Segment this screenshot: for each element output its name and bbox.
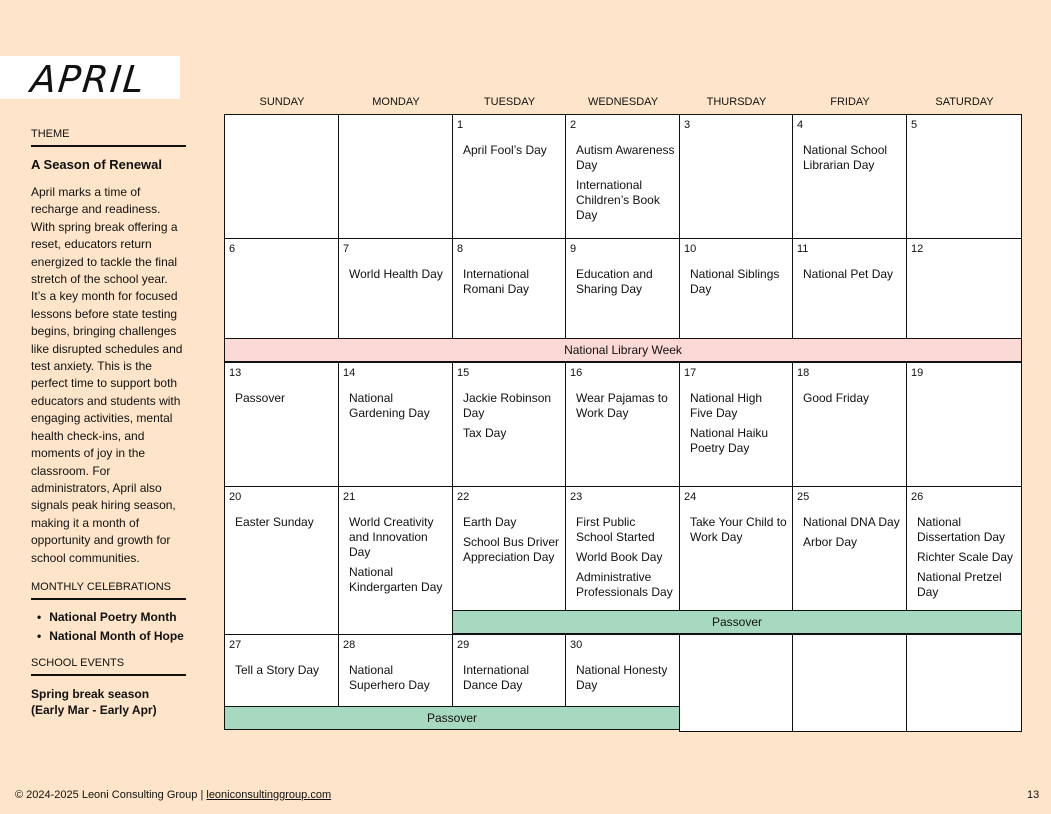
event-item: National Siblings Day: [690, 267, 780, 296]
day-cell-9: [565, 238, 680, 339]
day-number: 3: [684, 119, 691, 131]
event-item: Autism Awareness Day: [576, 143, 675, 172]
day-cell-23: [565, 486, 680, 611]
day-header-friday: FRIDAY: [830, 96, 870, 108]
event-list: [235, 391, 334, 411]
day-cell-6: [224, 238, 339, 339]
day-cell-13: [224, 362, 339, 487]
empty-day-cell: [792, 634, 907, 732]
day-number: 18: [797, 367, 810, 379]
day-number: 14: [343, 367, 356, 379]
event-list: [690, 391, 788, 461]
event-item: Easter Sunday: [235, 515, 314, 529]
day-cell-10: [679, 238, 793, 339]
event-list: [803, 267, 902, 287]
day-cell-22: [452, 486, 566, 611]
empty-day-cell: [338, 114, 453, 239]
day-number: 30: [570, 639, 583, 651]
day-number: 26: [911, 491, 924, 503]
day-number: 22: [457, 491, 470, 503]
event-list: [576, 143, 675, 228]
day-cell-19: [906, 362, 1022, 487]
day-number: 9: [570, 243, 577, 255]
day-header-thursday: THURSDAY: [706, 96, 767, 108]
sidebar: [31, 128, 186, 718]
day-number: 6: [229, 243, 236, 255]
day-cell-16: [565, 362, 680, 487]
event-item: National School Librarian Day: [803, 143, 888, 172]
event-item: Administrative Professionals Day: [576, 570, 673, 599]
event-list: [349, 515, 448, 600]
event-item: Education and Sharing Day: [576, 267, 653, 296]
day-number: 1: [457, 119, 464, 131]
event-list: [235, 663, 334, 683]
event-list: [690, 267, 788, 302]
day-number: 16: [570, 367, 583, 379]
empty-day-cell: [224, 114, 339, 239]
day-cell-1: [452, 114, 566, 239]
day-header-wednesday: WEDNESDAY: [587, 96, 659, 108]
event-list: [235, 515, 334, 535]
event-item: Jackie Robinson Day: [463, 391, 552, 420]
event-list: [576, 663, 675, 698]
day-cell-2: [565, 114, 680, 239]
day-number: 10: [684, 243, 697, 255]
day-number: 4: [797, 119, 804, 131]
event-list: [690, 515, 788, 550]
event-list: [803, 391, 902, 411]
event-list: [463, 663, 561, 698]
day-cell-26: [906, 486, 1022, 611]
library-week-band: National Library Week: [224, 338, 1022, 362]
celebrations-list: [37, 610, 186, 643]
day-number: 24: [684, 491, 697, 503]
day-number: 11: [797, 243, 809, 255]
day-number: 29: [457, 639, 470, 651]
day-number: 27: [229, 639, 242, 651]
event-list: [349, 391, 448, 426]
day-number: 19: [911, 367, 924, 379]
theme-heading: THEME: [31, 128, 186, 147]
website-link[interactable]: leoniconsultinggroup.com: [206, 789, 332, 801]
day-cell-12: [906, 238, 1022, 339]
day-number: 21: [343, 491, 356, 503]
event-list: [463, 267, 561, 302]
day-number: 8: [457, 243, 464, 255]
month-title: APRIL: [28, 58, 149, 101]
event-item: National Pretzel Day: [917, 570, 1002, 599]
event-item: International Romani Day: [463, 267, 530, 296]
calendar-grid: [224, 114, 1021, 731]
event-item: Take Your Child to Work Day: [690, 515, 787, 544]
event-item: First Public School Started: [576, 515, 655, 544]
event-list: [463, 391, 561, 446]
event-item: National Haiku Poetry Day: [690, 426, 769, 455]
event-list: [463, 143, 561, 163]
day-cell-27: [224, 634, 339, 707]
event-item: Tax Day: [463, 426, 507, 440]
event-item: National Pet Day: [803, 267, 894, 281]
school-event-name: Spring break season: [31, 686, 150, 701]
event-item: National Dissertation Day: [917, 515, 1006, 544]
event-item: National DNA Day: [803, 515, 900, 529]
day-number: 28: [343, 639, 356, 651]
event-list: [803, 515, 902, 555]
event-item: Passover: [235, 391, 286, 405]
celebration-item: • National Poetry Month: [37, 610, 186, 624]
day-cell-4: [792, 114, 907, 239]
page-number: 13: [1027, 789, 1040, 801]
day-cell-7: [338, 238, 453, 339]
event-item: World Health Day: [349, 267, 443, 281]
event-item: School Bus Driver Appreciation Day: [463, 535, 560, 564]
day-cell-24: [679, 486, 793, 611]
event-list: [349, 663, 448, 698]
day-number: 15: [457, 367, 470, 379]
event-list: [576, 515, 675, 605]
event-item: Earth Day: [463, 515, 517, 529]
day-cell-20: [224, 486, 339, 635]
event-item: Wear Pajamas to Work Day: [576, 391, 668, 420]
day-number: 20: [229, 491, 242, 503]
event-item: National Gardening Day: [349, 391, 430, 420]
event-item: National High Five Day: [690, 391, 763, 420]
day-cell-11: [792, 238, 907, 339]
event-item: Tell a Story Day: [235, 663, 320, 677]
event-list: [349, 267, 448, 287]
school-event: [31, 686, 186, 718]
day-header-saturday: SATURDAY: [935, 96, 994, 108]
day-cell-15: [452, 362, 566, 487]
event-item: National Superhero Day: [349, 663, 430, 692]
event-item: International Children’s Book Day: [576, 178, 660, 222]
footer-copyright: [15, 789, 331, 801]
day-number: 13: [229, 367, 242, 379]
passover-band: Passover: [452, 610, 1022, 634]
event-item: National Honesty Day: [576, 663, 668, 692]
day-number: 17: [684, 367, 697, 379]
school-event-dates: (Early Mar - Early Apr): [31, 702, 157, 717]
event-item: April Fool’s Day: [463, 143, 547, 157]
empty-day-cell: [679, 634, 793, 732]
day-cell-8: [452, 238, 566, 339]
event-item: Good Friday: [803, 391, 870, 405]
event-item: International Dance Day: [463, 663, 530, 692]
theme-body: April marks a time of recharge and readiness. With spring break offering a reset, educators return energized to tackle the final stretch of the school year. It’s a key month for focused lessons before state testing begins, bringing challenges like disrupted schedules and test anxiety. This is the perfect time to support both educators and students with engaging activities, mental health check-ins, and moments of joy in the classroom. For administrators, April also signals peak hiring season, making it a month of opportunity and growth for school communities.: [31, 185, 183, 565]
event-list: [463, 515, 561, 570]
celebration-item: • National Month of Hope: [37, 629, 186, 643]
event-item: World Book Day: [576, 550, 663, 564]
day-header-sunday: SUNDAY: [259, 96, 305, 108]
day-number: 25: [797, 491, 810, 503]
event-list: [803, 143, 902, 178]
day-cell-18: [792, 362, 907, 487]
day-number: 5: [911, 119, 918, 131]
empty-day-cell: [906, 634, 1022, 732]
theme-title: A Season of Renewal: [31, 157, 162, 172]
day-number: 23: [570, 491, 583, 503]
day-cell-3: [679, 114, 793, 239]
day-cell-21: [338, 486, 453, 635]
day-number: 2: [570, 119, 577, 131]
day-cell-5: [906, 114, 1022, 239]
day-cell-30: [565, 634, 680, 707]
day-header-tuesday: TUESDAY: [483, 96, 536, 108]
event-item: National Kindergarten Day: [349, 565, 443, 594]
day-cell-14: [338, 362, 453, 487]
day-cell-25: [792, 486, 907, 611]
event-item: Arbor Day: [803, 535, 858, 549]
event-item: World Creativity and Innovation Day: [349, 515, 434, 559]
event-item: Richter Scale Day: [917, 550, 1014, 564]
day-number: 7: [343, 243, 350, 255]
day-cell-17: [679, 362, 793, 487]
school-events-heading: SCHOOL EVENTS: [31, 657, 186, 676]
celebrations-heading: MONTHLY CELEBRATIONS: [31, 581, 186, 600]
event-list: [576, 391, 675, 426]
day-cell-29: [452, 634, 566, 707]
day-header-monday: MONDAY: [372, 96, 420, 108]
event-list: [917, 515, 1017, 605]
day-number: 12: [911, 243, 924, 255]
passover-band: Passover: [224, 706, 680, 730]
copyright-text: © 2024-2025 Leoni Consulting Group |: [15, 789, 207, 801]
event-list: [576, 267, 675, 302]
day-cell-28: [338, 634, 453, 707]
